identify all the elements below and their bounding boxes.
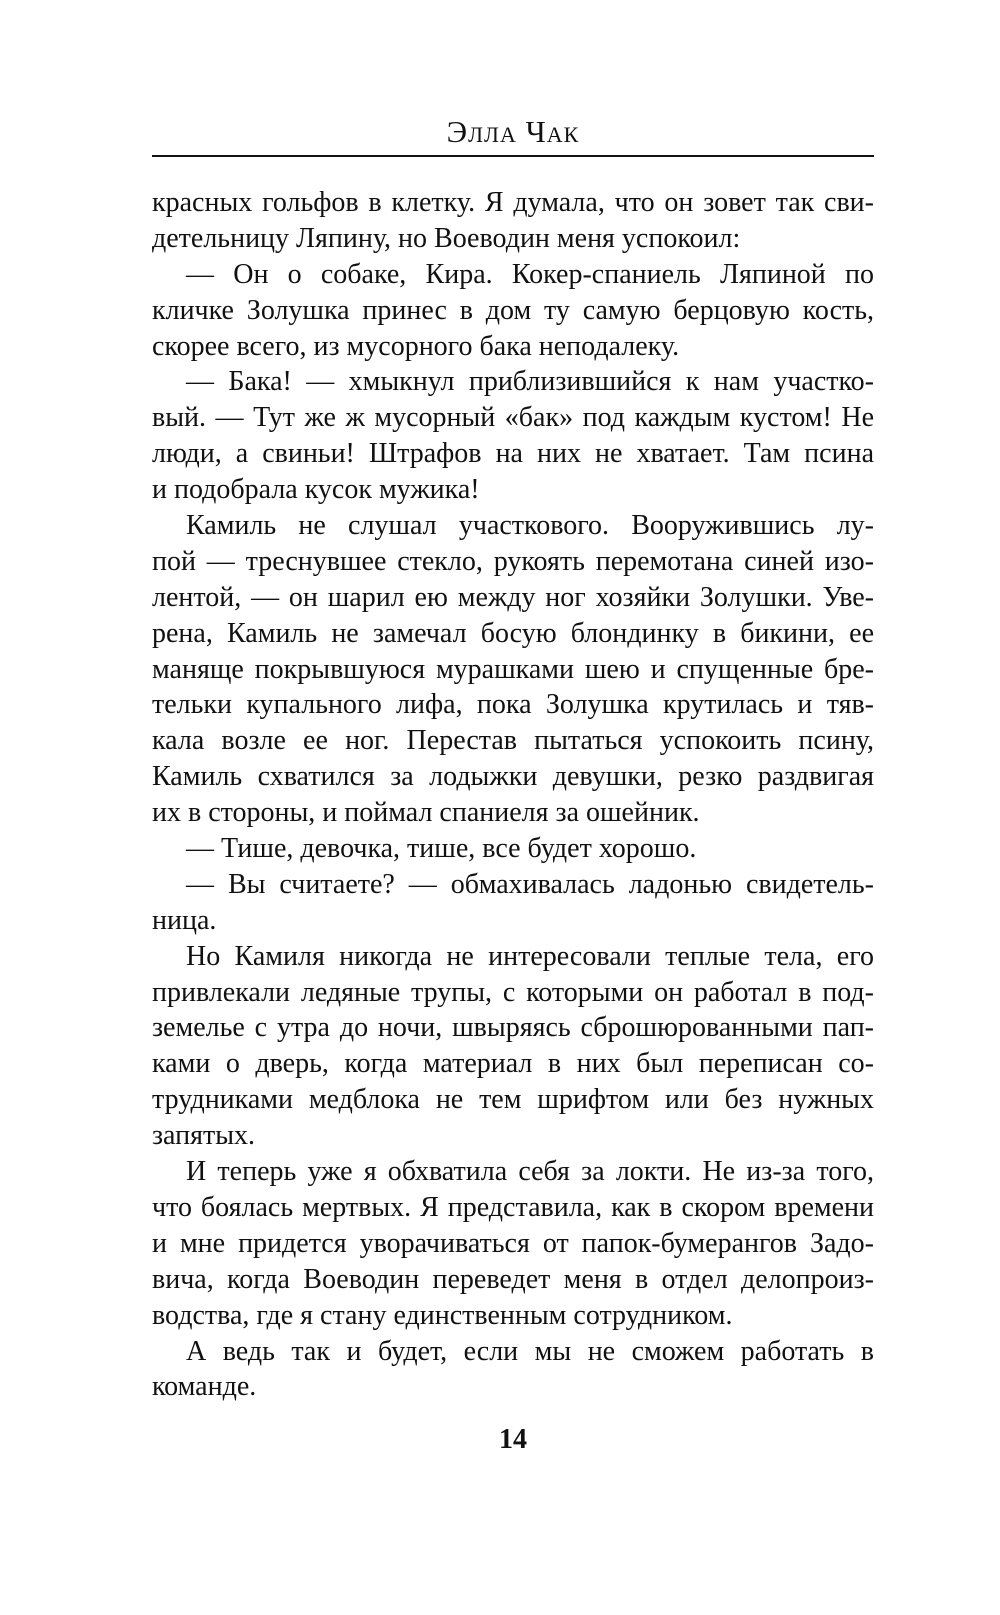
text-line: ница. [152, 904, 217, 936]
running-head-author: Элла Чак [446, 114, 580, 149]
text-line: и мне придется уворачиваться от папок-бумерангов Задо- [152, 1227, 874, 1259]
text-line: А ведь так и будет, если мы не сможем работать в [186, 1335, 874, 1367]
text-line: Камиль схватился за лодыжки девушки, резко раздвигая [152, 761, 874, 793]
text-line: и подобрала кусок мужика! [152, 474, 480, 506]
text-line: — Бака! — хмыкнул приблизившийся к нам участко- [186, 366, 874, 398]
text-line: вый. — Тут же ж мусорный «бак» под каждым кустом! Не [152, 402, 874, 434]
text-line: красных гольфов в клетку. Я думала, что он зовет так сви- [152, 187, 874, 218]
text-line: пой — треснувшее стекло, рукоять перемотана синей изо- [152, 545, 874, 577]
text-line: — Тише, девочка, тише, все будет хорошо. [186, 833, 697, 865]
text-line: земелье с утра до ночи, швыряясь сброшюрованными пап- [152, 1012, 874, 1044]
body-text [152, 185, 874, 1405]
text-line: что боялась мертвых. Я представила, как в скором времени [152, 1191, 874, 1223]
text-line: трудниками медблока не тем шрифтом или без нужных [152, 1084, 874, 1116]
text-line: люди, а свиньи! Штрафов на них не хватает. Там псина [152, 438, 874, 470]
text-line: водства, где я стану единственным сотрудником. [152, 1299, 733, 1331]
text-line: ками о дверь, когда материал в них был переписан со- [152, 1048, 874, 1080]
text-line: скорее всего, из мусорного бака неподалеку. [152, 330, 680, 362]
text-line: команде. [152, 1371, 257, 1403]
text-line: И теперь уже я обхватила себя за локти. Не из-за того, [186, 1156, 874, 1188]
text-line: рена, Камиль не замечал босую блондинку в бикини, ее [152, 617, 874, 649]
text-line: кала возле ее ног. Перестав пытаться успокоить псину, [152, 725, 874, 757]
text-line: запятых. [152, 1120, 256, 1152]
header-rule [152, 155, 874, 157]
text-line: кличке Золушка принес в дом ту самую берцовую кость, [152, 294, 874, 326]
text-line: тельки купального лифа, пока Золушка крутилась и тяв- [152, 689, 874, 721]
text-line: Камиль не слушал участкового. Вооружившись лу- [186, 510, 874, 542]
text-line: детельницу Ляпину, но Воеводин меня успокоил: [152, 222, 741, 254]
text-line: маняще покрывшуюся мурашками шею и спущенные бре- [152, 653, 874, 685]
page-number: 14 [499, 1424, 527, 1455]
text-line: — Он о собаке, Кира. Кокер-спаниель Ляпиной по [186, 258, 874, 290]
text-line: привлекали ледяные трупы, с которыми он работал в под- [152, 976, 874, 1008]
text-line: вича, когда Воеводин переведет меня в отдел делопроиз- [152, 1263, 874, 1295]
text-line: — Вы считаете? — обмахивалась ладонью свидетель- [186, 868, 874, 900]
text-line: лентой, — он шарил ею между ног хозяйки Золушки. Уве- [152, 581, 874, 613]
text-line: Но Камиля никогда не интересовали теплые тела, его [186, 940, 874, 972]
text-line: их в стороны, и поймал спаниеля за ошейник. [152, 797, 700, 829]
